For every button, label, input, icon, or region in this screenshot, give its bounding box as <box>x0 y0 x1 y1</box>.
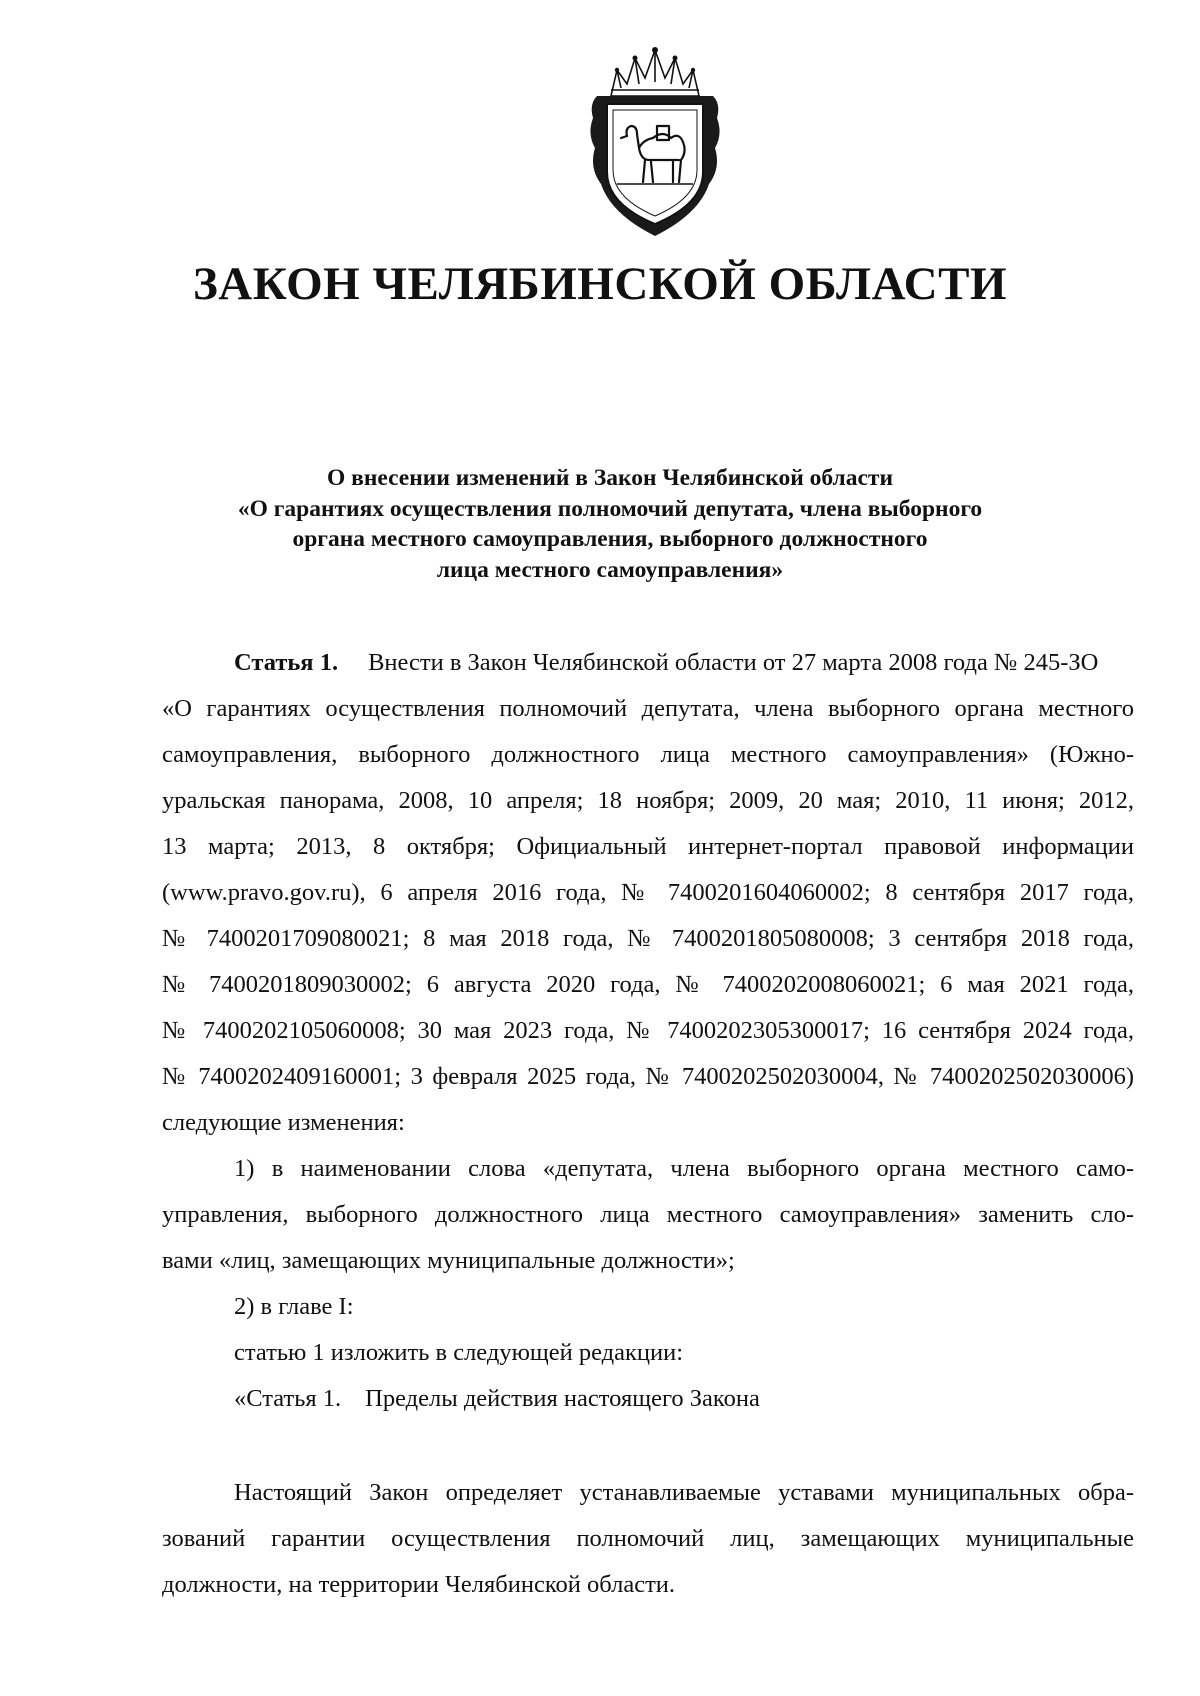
item-1-line: вами «лиц, замещающих муниципальные должности»; <box>162 1247 735 1274</box>
article-text-line: (www.pravo.gov.ru), 6 апреля 2016 года, № 7400201604060002; 8 сентября 2017 года, <box>162 879 1134 906</box>
article-text-line: самоуправления, выборного должностного лица местного самоуправления» (Южно- <box>162 741 1134 768</box>
subtitle-line: органа местного самоуправления, выборного должностного <box>292 526 928 552</box>
article-text-line: № 7400201809030002; 6 августа 2020 года, № 7400202008060021; 6 мая 2021 года, <box>162 971 1134 998</box>
article-text-line: № 7400202409160001; 3 февраля 2025 года, № 7400202502030004, № 7400202502030006) <box>162 1063 1134 1090</box>
article-1-first-line <box>162 640 1134 686</box>
coat-of-arms-emblem <box>583 44 727 240</box>
subtitle-line: О внесении изменений в Закон Челябинской области <box>326 465 893 491</box>
quoted-article-heading <box>162 1376 1134 1422</box>
law-subtitle <box>210 463 1010 585</box>
item-1-line: управления, выборного должностного лица местного самоуправления» заменить сло- <box>162 1201 1134 1228</box>
law-title: ЗАКОН ЧЕЛЯБИНСКОЙ ОБЛАСТИ <box>192 258 1008 310</box>
item-1-line: 1) в наименовании слова «депутата, члена выборного органа местного само- <box>234 1155 1134 1182</box>
article-text-line: следующие изменения: <box>162 1109 405 1136</box>
article-text-line: № 7400201709080021; 8 мая 2018 года, № 7400201805080008; 3 сентября 2018 года, <box>162 925 1134 952</box>
article-text-line: Внести в Закон Челябинской области от 27 марта 2008 года № 245-ЗО <box>368 649 1099 676</box>
quoted-article-title: Пределы действия настоящего Закона <box>365 1385 760 1412</box>
article-text-line: 13 марта; 2013, 8 октября; Официальный интернет-портал правовой информации <box>162 833 1134 860</box>
article-body <box>162 640 1134 1608</box>
article-text-line: уральская панорама, 2008, 10 апреля; 18 ноября; 2009, 20 мая; 2010, 11 июня; 2012, <box>162 787 1134 814</box>
item-2-line: 2) в главе I: <box>234 1293 354 1320</box>
article-label: Статья 1. <box>234 649 339 676</box>
article-text-line: «О гарантиях осуществления полномочий депутата, члена выборного органа местного <box>162 695 1134 722</box>
final-paragraph-line: зований гарантии осуществления полномочий лиц, замещающих муниципальные <box>162 1525 1134 1552</box>
quoted-article-label: «Статья 1. <box>234 1385 342 1412</box>
subtitle-line: «О гарантиях осуществления полномочий депутата, члена выборного <box>237 495 983 522</box>
final-paragraph-line: должности, на территории Челябинской области. <box>162 1571 676 1598</box>
article-text-line: № 7400202105060008; 30 мая 2023 года, № 7400202305300017; 16 сентября 2024 года, <box>162 1017 1134 1044</box>
item-2-text: статью 1 изложить в следующей редакции: <box>234 1339 684 1366</box>
final-paragraph-line: Настоящий Закон определяет устанавливаемые уставами муниципальных обра- <box>234 1479 1134 1506</box>
subtitle-line: лица местного самоуправления» <box>436 556 784 583</box>
